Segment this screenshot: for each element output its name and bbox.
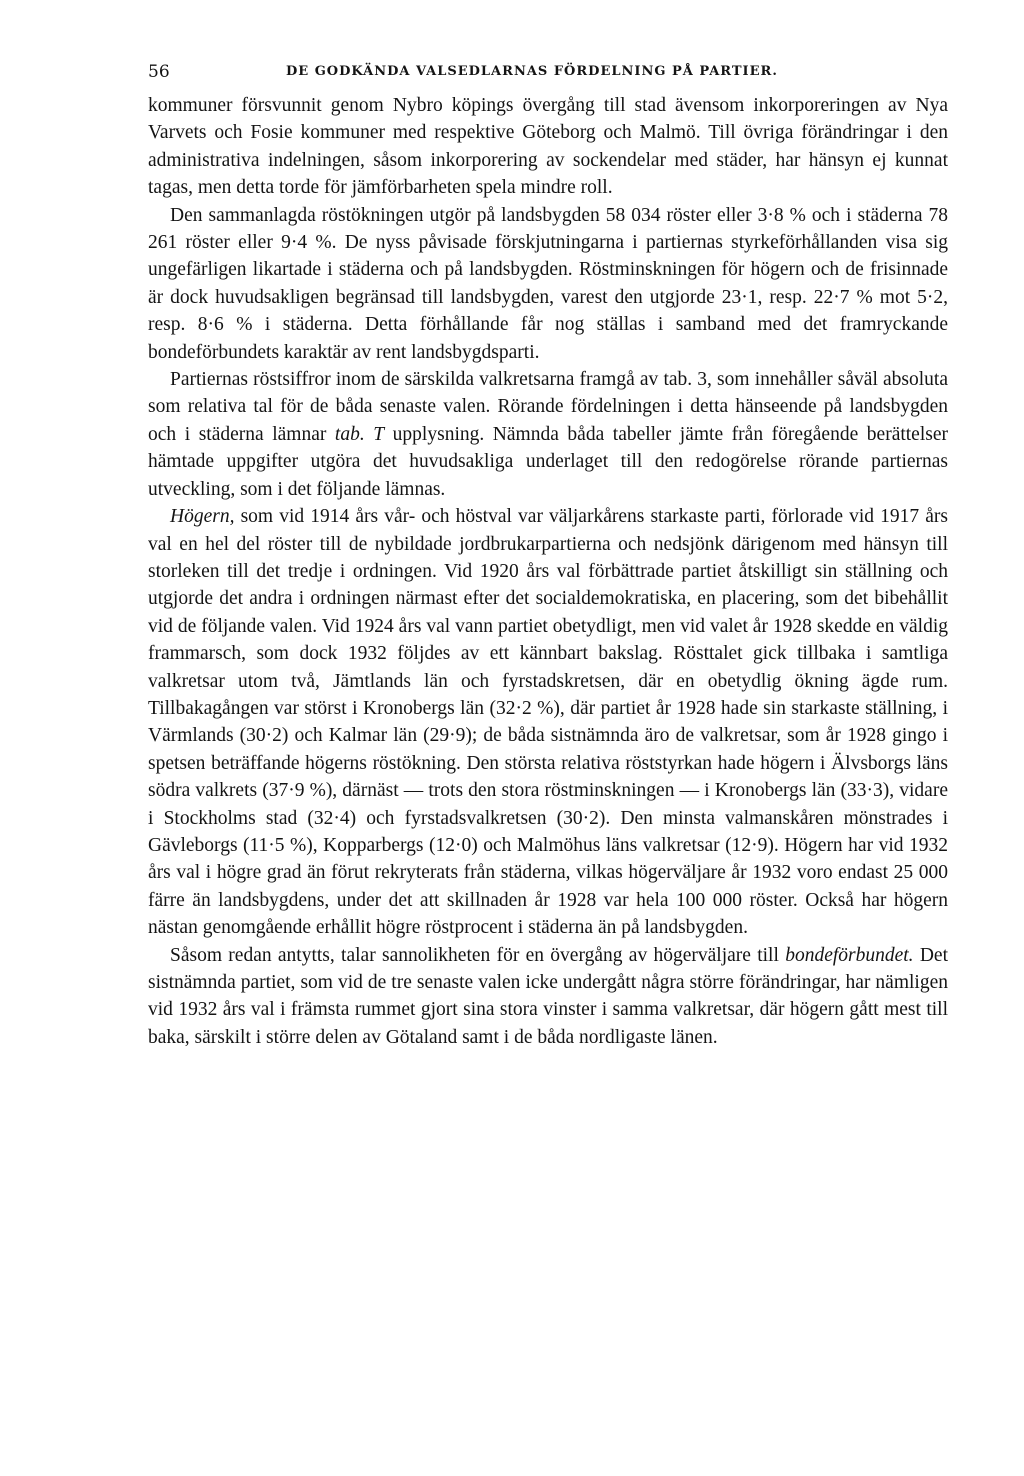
paragraph-4 xyxy=(148,503,948,942)
paragraph-text: Partiernas röstsiffror inom de särskilda valkretsarna framgå av tab. 3, som innehåller såväl absoluta som relativa tal för de båda senaste valen. Rörande fördelningen i detta hänseende på landsbygden och i städerna lämnar xyxy=(148,369,948,445)
italic-table-reference: tab. T xyxy=(334,423,385,445)
paragraph-2 xyxy=(148,202,948,366)
paragraph-3 xyxy=(148,366,948,503)
paragraph-text: Det sistnämnda partiet, som vid de tre senaste valen icke undergått några större förändringar, har nämligen vid 1932 års val i främsta rummet gjort sina stora vinster i samma valkretsar, där högern gått mest till baka, särskilt i större delen av Götaland samt i de båda nordligaste länen. xyxy=(148,944,948,1048)
page-number: 56 xyxy=(148,62,170,82)
paragraph-5 xyxy=(148,942,948,1052)
running-head: DE GODKÄNDA VALSEDLARNAS FÖRDELNING PÅ PARTIER. xyxy=(286,64,778,79)
paragraph-text: Såsom redan antytts, talar sannolikheten för en övergång av högerväljare till xyxy=(170,944,786,966)
page-header xyxy=(148,58,948,92)
paragraph-text: Den sammanlagda röstökningen utgör på landsbygden 58 034 röster eller 3·8 % och i städerna 78 261 röster eller 9·4 %. De nyss påvisade förskjutningarna i partiernas styrkeförhållanden visa sig ungefärligen likartade i städerna och på landsbygden. Röstminskningen för högern och de frisinnade är dock huvudsakligen begränsad till landsbygden, varest den utgjorde 23·1, resp. 22·7 % mot 5·2, resp. 8·6 % i städerna. Detta förhållande får nog ställas i samband med det framryckande bondeförbundets karaktär av rent landsbygdsparti. xyxy=(148,204,948,363)
italic-party-name: bondeförbundet. xyxy=(785,944,914,966)
body-text xyxy=(148,92,948,1051)
paragraph-text: kommuner försvunnit genom Nybro köpings övergång till stad ävensom inkorporeringen av Nya Varvets och Fosie kommuner med respektive Göteborg och Malmö. Till övriga förändringar i den administrativa indelningen, såsom inkorporering av sockendelar med städer, har hänsyn ej kunnat tagas, men detta torde för jämförbarheten spela mindre roll. xyxy=(148,95,948,199)
paragraph-text: som vid 1914 års vår- och höstval var väljarkårens starkaste parti, förlorade vid 1917 års val en hel del röster till de nybildade jordbrukarpartierna och nedsjönk därigenom med hänsyn till storleken till det tredje i ordningen. Vid 1920 års val förbättrade partiet åtskilligt sin ställning och utgjorde det andra i ordningen närmast efter det socialdemokratiska, en placering, som det bibehållit vid de följande valen. Vid 1924 års val vann partiet obetydligt, men vid valet år 1928 skedde en väldig frammarsch, som dock 1932 följdes av ett kännbart bakslag. Rösttalet gick tillbaka i samtliga valkretsar utom två, Jämtlands län och fyrstadskretsen, där en obetydlig ökning ägde rum. Tillbakagången var störst i Kronobergs län (32·2 %), där partiet år 1928 hade sin starkaste ställning, i Värmlands (30·2) och Kalmar län (29·9); de båda sistnämnda äro de valkretsar, som år 1928 gingo i spetsen beträffande högerns röstökning. Den största relativa röststyrkan hade högern i Älvsborgs läns södra valkrets (37·9 %), därnäst — trots den stora röstminskningen — i Kronobergs län (33·3), vidare i Stockholms stad (32·4) och fyrstadsvalkretsen (30·2). Den minsta valmanskåren mönstrades i Gävleborgs (11·5 %), Kopparbergs (12·0) och Malmöhus läns valkretsar (12·9). Högern har vid 1932 års val i högre grad än förut rekryterats från städerna, vilkas högerväljare år 1932 voro endast 25 000 färre än landsbygdens, under det att skillnaden år 1928 var hela 100 000 röster. Också har högern nästan genomgående erhållit högre röstprocent i städerna än på landsbygden. xyxy=(148,506,948,939)
document-page xyxy=(148,58,948,1051)
paragraph-text: upplysning. Nämnda båda tabeller jämte från föregående berättelser hämtade uppgifter utgöra det huvudsakliga underlaget till den redogörelse rörande partiernas utveckling, som i det följande lämnas. xyxy=(148,423,948,500)
italic-party-heading: Högern, xyxy=(170,506,235,528)
paragraph-1 xyxy=(148,92,948,202)
